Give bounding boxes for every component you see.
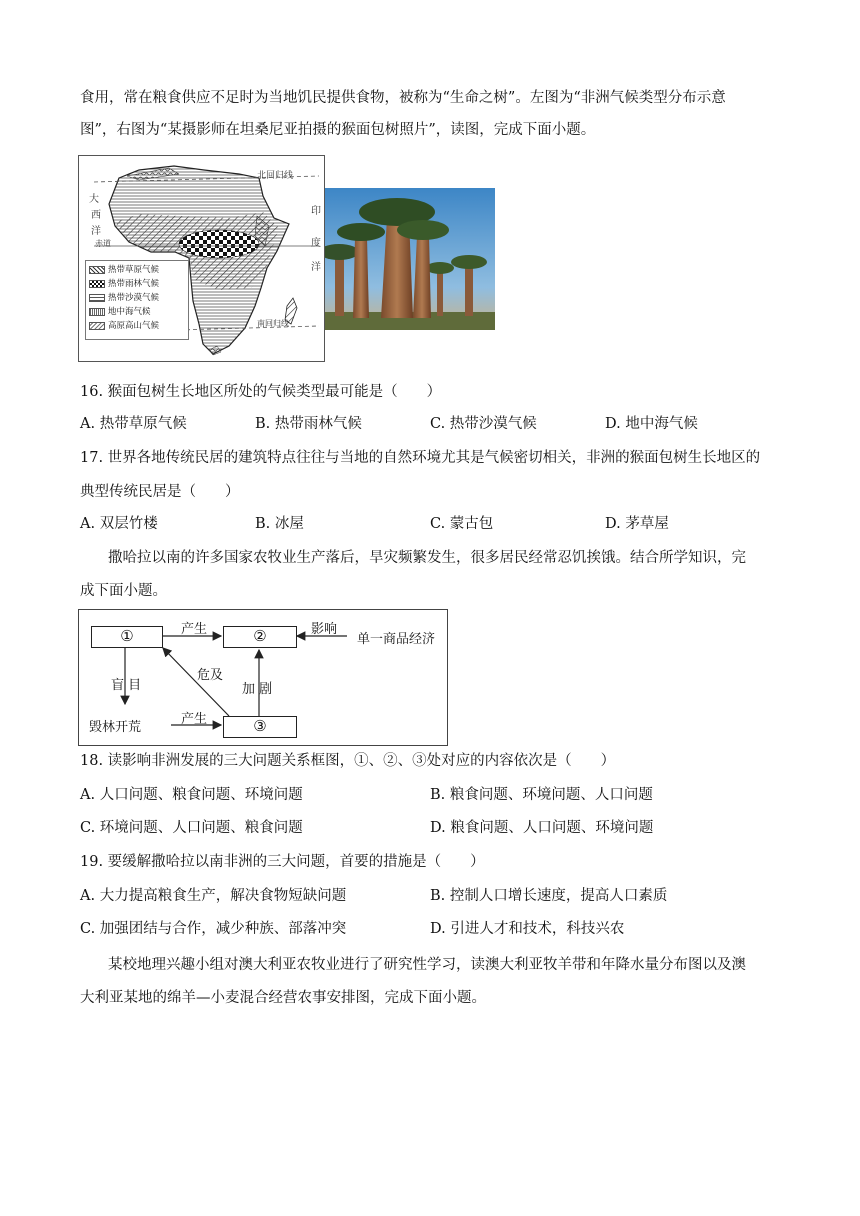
label-produce-bottom: 产生	[181, 712, 208, 727]
rainforest-zone	[179, 230, 259, 258]
q16-option-c[interactable]: C. 热带沙漠气候	[430, 416, 537, 432]
legend-label: 热带沙漠气候	[108, 293, 160, 303]
q18-stem: 18. 读影响非洲发展的三大问题关系框图，①、②、③处对应的内容依次是（ ）	[80, 753, 616, 769]
q18-option-c[interactable]: C. 环境问题、人口问题、粮食问题	[80, 820, 303, 836]
intro-line-2: 图”，右图为“某摄影师在坦桑尼亚拍摄的猴面包树照片”，读图，完成下面小题。	[80, 122, 596, 138]
horizontal-lines-icon	[89, 294, 105, 302]
label-influence: 影响	[311, 622, 338, 637]
q16-option-a[interactable]: A. 热带草原气候	[80, 416, 187, 432]
equator-label: 赤道	[95, 239, 111, 248]
intro-line-1: 食用，常在粮食供应不足时为当地饥民提供食物，被称为“生命之树”。左图为“非洲气候类型分布示意	[80, 90, 726, 106]
q18-option-d[interactable]: D. 粮食问题、人口问题、环境问题	[430, 820, 654, 836]
q17-stem-line-1: 17. 世界各地传统民居的建筑特点往往与当地的自然环境尤其是气候密切相关，非洲的猴面包树生长地区的	[80, 450, 761, 466]
indian-label-1: 印	[311, 206, 321, 217]
map-legend	[85, 260, 189, 340]
atlantic-label-2: 西	[91, 210, 101, 221]
box-1: ①	[91, 626, 163, 648]
q16-option-d[interactable]: D. 地中海气候	[605, 416, 698, 432]
passage3-line-2: 大利亚某地的绵羊—小麦混合经营农事安排图，完成下面小题。	[80, 990, 486, 1006]
q19-option-b[interactable]: B. 控制人口增长速度，提高人口素质	[430, 888, 668, 904]
africa-climate-map	[78, 155, 325, 362]
q17-option-b[interactable]: B. 冰屋	[255, 516, 304, 532]
label-endanger: 危及	[197, 668, 224, 683]
indian-label-2: 度	[311, 238, 321, 249]
q18-option-b[interactable]: B. 粮食问题、环境问题、人口问题	[430, 787, 653, 803]
diagonal-hatch-icon	[89, 266, 105, 274]
legend-label: 高原高山气候	[108, 321, 160, 331]
label-aggravate: 加 剧	[242, 682, 273, 697]
three-problems-diagram	[78, 609, 448, 746]
legend-label: 地中海气候	[108, 307, 151, 317]
legend-item	[89, 277, 185, 291]
q19-option-d[interactable]: D. 引进人才和技术，科技兴农	[430, 921, 625, 937]
label-blind: 盲 目	[111, 678, 142, 693]
q16-stem: 16. 猴面包树生长地区所处的气候类型最可能是（ ）	[80, 384, 442, 400]
atlantic-label-1: 大	[89, 194, 99, 205]
legend-item	[89, 305, 185, 319]
baobab-photo-drawing	[325, 188, 495, 330]
q17-option-c[interactable]: C. 蒙古包	[430, 516, 494, 532]
passage2-line-2: 成下面小题。	[80, 583, 167, 599]
indian-label-3: 洋	[311, 262, 321, 273]
north-tropic-label: 北回归线	[257, 171, 294, 181]
q17-option-a[interactable]: A. 双层竹楼	[80, 516, 158, 532]
label-produce-top: 产生	[181, 622, 208, 637]
q19-option-c[interactable]: C. 加强团结与合作，减少种族、部落冲突	[80, 921, 347, 937]
legend-item	[89, 291, 185, 305]
legend-item	[89, 319, 185, 333]
baobab-photo	[325, 188, 495, 330]
label-deforest: 毁林开荒	[89, 720, 142, 735]
legend-label: 热带雨林气候	[108, 279, 160, 289]
wave-lines-icon	[89, 308, 105, 316]
q19-stem: 19. 要缓解撒哈拉以南非洲的三大问题，首要的措施是（ ）	[80, 854, 485, 870]
box-2: ②	[223, 626, 297, 648]
atlantic-label-3: 洋	[91, 226, 101, 237]
q18-option-a[interactable]: A. 人口问题、粮食问题、环境问题	[80, 787, 303, 803]
label-single-economy: 单一商品经济	[357, 632, 436, 647]
box-3: ③	[223, 716, 297, 738]
zigzag-icon	[89, 322, 105, 330]
legend-item	[89, 263, 185, 277]
legend-label: 热带草原气候	[108, 265, 160, 275]
south-tropic-label: 南回归线	[257, 319, 289, 328]
checker-icon	[89, 280, 105, 288]
q17-option-d[interactable]: D. 茅草屋	[605, 516, 669, 532]
q17-stem-line-2: 典型传统民居是（ ）	[80, 484, 240, 500]
passage3-line-1: 某校地理兴趣小组对澳大利亚农牧业进行了研究性学习，读澳大利亚牧羊带和年降水量分布图以及澳	[108, 957, 746, 973]
q16-option-b[interactable]: B. 热带雨林气候	[255, 416, 362, 432]
q19-option-a[interactable]: A. 大力提高粮食生产，解决食物短缺问题	[80, 888, 347, 904]
passage2-line-1: 撒哈拉以南的许多国家农牧业生产落后，旱灾频繁发生，很多居民经常忍饥挨饿。结合所学知识，完	[108, 550, 746, 566]
